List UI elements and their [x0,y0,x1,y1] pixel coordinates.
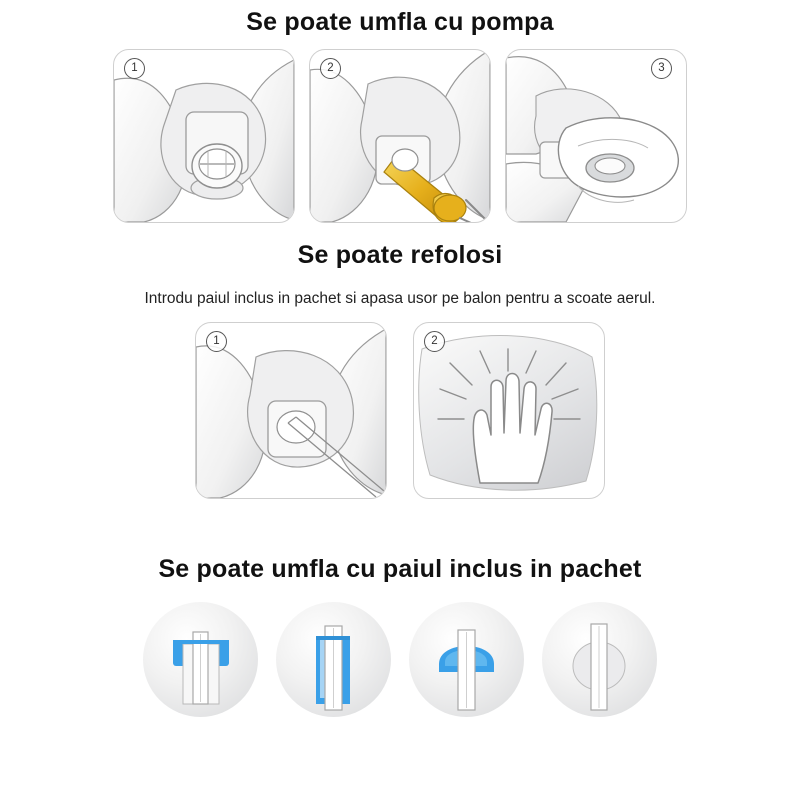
circle-row-straw [0,602,800,717]
hand-deflate-illustration [414,323,604,498]
step-badge: 3 [651,58,672,79]
straw-step-3-circle [409,602,524,717]
panel-pump-nozzle-insert [309,49,491,223]
straw-step-1-illustration [143,602,258,717]
step-badge: 2 [424,331,445,352]
instruction-infographic [0,8,800,808]
step-badge: 2 [320,58,341,79]
panel-valve-closeup [113,49,295,223]
straw-step-4-illustration [542,602,657,717]
circle-item [542,602,657,717]
circle-item [276,602,391,717]
panel-row-reusable [0,322,800,499]
straw-step-2-illustration [276,602,391,717]
panel-hand-press-valve [505,49,687,223]
section-title-reusable: Se poate refolosi [297,241,503,269]
straw-insert-illustration [196,323,386,498]
straw-step-3-illustration [409,602,524,717]
straw-step-2-circle [276,602,391,717]
circle-item [143,602,258,717]
section-title-straw: Se poate umfla cu paiul inclus in pachet [158,555,642,583]
reusable-caption: Introdu paiul inclus in pachet si apasa usor pe balon pentru a scoate aerul. [144,290,656,307]
straw-step-1-circle [143,602,258,717]
panel-hand-deflate [413,322,605,499]
step-badge: 1 [206,331,227,352]
panel-straw-insert [195,322,387,499]
panel-row-pump [0,49,800,223]
section-title-pump: Se poate umfla cu pompa [246,8,554,36]
circle-item [409,602,524,717]
straw-step-4-circle [542,602,657,717]
step-badge: 1 [124,58,145,79]
